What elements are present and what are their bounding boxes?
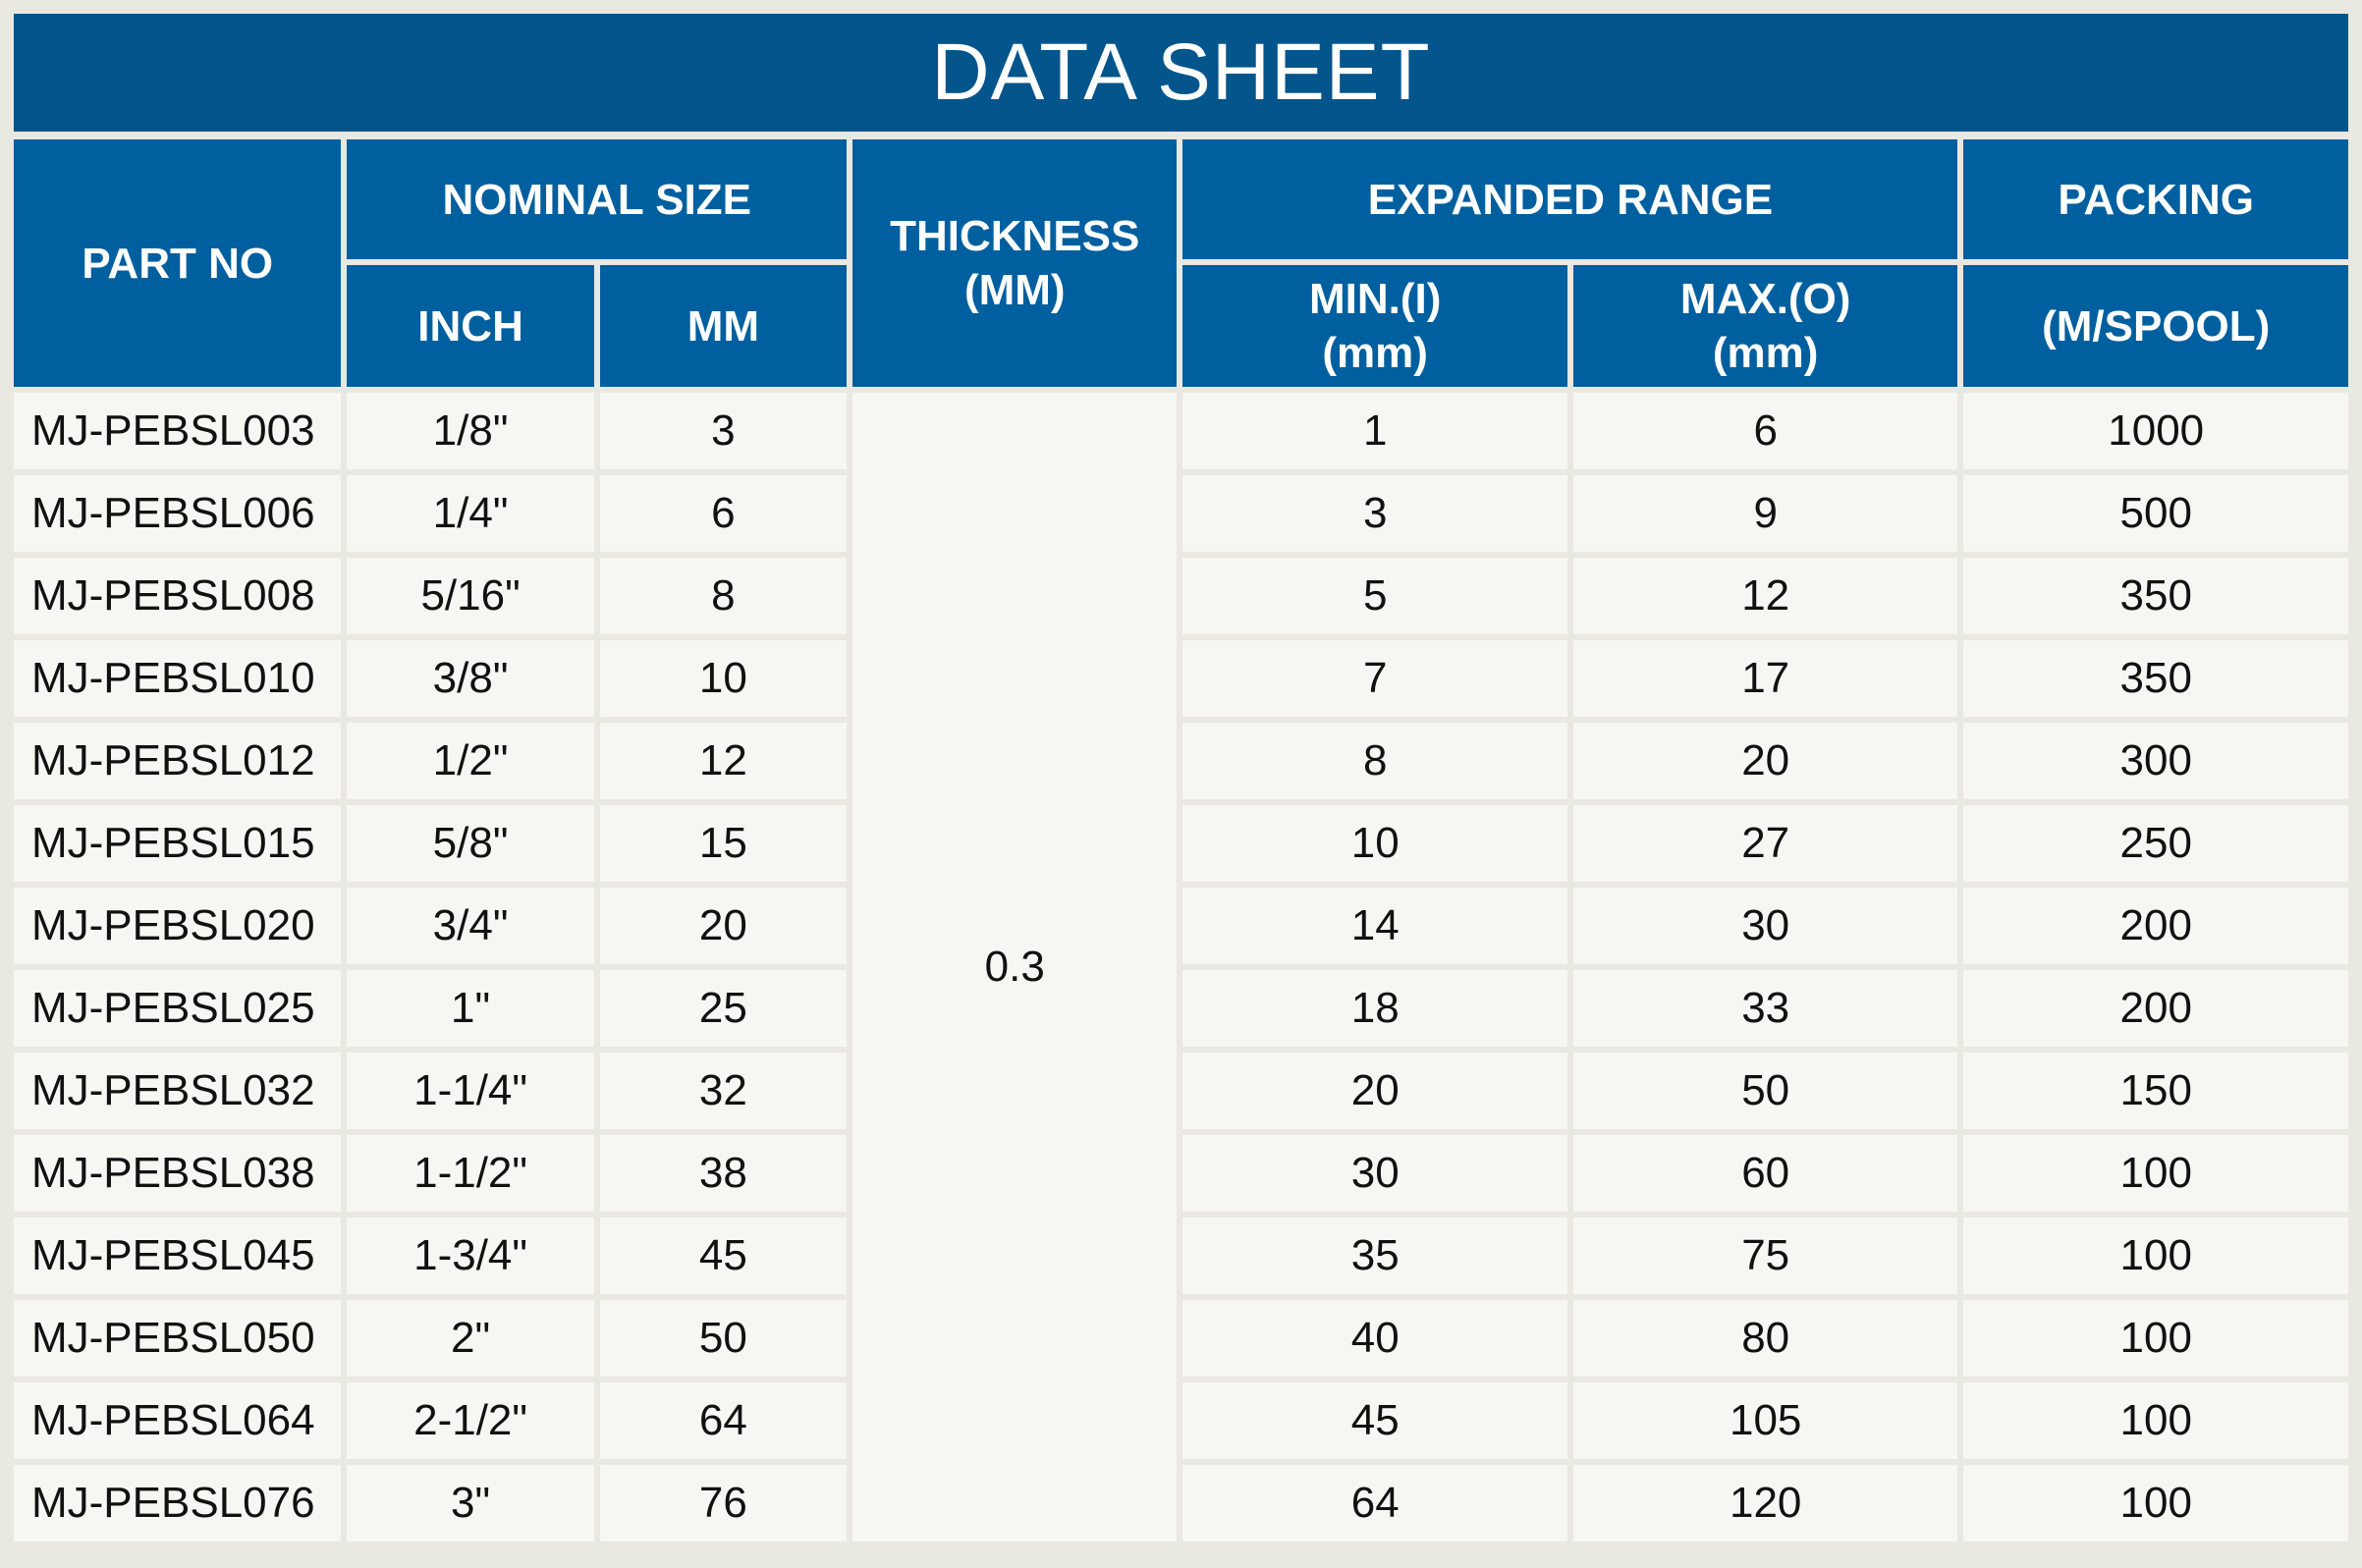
table-row <box>14 888 2348 964</box>
table-row <box>14 558 2348 634</box>
header-mm: MM <box>600 265 847 387</box>
cell-inch: 1-1/4" <box>347 1053 593 1129</box>
table-row <box>14 970 2348 1047</box>
cell-part-no: MJ-PEBSL006 <box>14 475 341 552</box>
page-title: DATA SHEET <box>14 14 2348 132</box>
cell-part-no: MJ-PEBSL003 <box>14 393 341 469</box>
cell-max: 120 <box>1573 1465 1958 1541</box>
header-max-label: MAX.(O) <box>1679 275 1851 323</box>
cell-max: 27 <box>1573 805 1958 882</box>
cell-inch: 5/8" <box>347 805 593 882</box>
cell-packing: 350 <box>1963 640 2348 717</box>
cell-min: 7 <box>1182 640 1566 717</box>
cell-inch: 1-3/4" <box>347 1217 593 1294</box>
cell-max: 30 <box>1573 888 1958 964</box>
cell-inch: 1/4" <box>347 475 593 552</box>
cell-mm: 45 <box>600 1217 847 1294</box>
cell-mm: 6 <box>600 475 847 552</box>
header-max <box>1573 265 1958 387</box>
cell-part-no: MJ-PEBSL020 <box>14 888 341 964</box>
table-row <box>14 1465 2348 1541</box>
cell-inch: 1-1/2" <box>347 1135 593 1212</box>
cell-part-no: MJ-PEBSL064 <box>14 1382 341 1459</box>
cell-part-no: MJ-PEBSL045 <box>14 1217 341 1294</box>
header-part-no: PART NO <box>14 139 341 387</box>
cell-inch: 2" <box>347 1300 593 1377</box>
header-min-label: MIN.(I) <box>1308 275 1442 323</box>
cell-part-no: MJ-PEBSL010 <box>14 640 341 717</box>
header-packing-unit: (M/SPOOL) <box>1963 265 2348 387</box>
cell-min: 14 <box>1182 888 1566 964</box>
table-row <box>14 640 2348 717</box>
cell-max: 12 <box>1573 558 1958 634</box>
cell-inch: 1" <box>347 970 593 1047</box>
cell-packing: 250 <box>1963 805 2348 882</box>
table-row <box>14 1300 2348 1377</box>
table-row <box>14 1135 2348 1212</box>
header-thickness-unit: (MM) <box>963 266 1066 314</box>
cell-thickness: 0.3 <box>852 393 1177 1541</box>
cell-part-no: MJ-PEBSL038 <box>14 1135 341 1212</box>
cell-packing: 100 <box>1963 1217 2348 1294</box>
cell-packing: 150 <box>1963 1053 2348 1129</box>
cell-inch: 5/16" <box>347 558 593 634</box>
cell-mm: 12 <box>600 723 847 799</box>
cell-max: 105 <box>1573 1382 1958 1459</box>
cell-min: 40 <box>1182 1300 1566 1377</box>
data-sheet <box>14 14 2348 1554</box>
cell-max: 20 <box>1573 723 1958 799</box>
cell-mm: 8 <box>600 558 847 634</box>
cell-min: 10 <box>1182 805 1566 882</box>
cell-part-no: MJ-PEBSL032 <box>14 1053 341 1129</box>
cell-inch: 2-1/2" <box>347 1382 593 1459</box>
header-min <box>1182 265 1566 387</box>
cell-max: 6 <box>1573 393 1958 469</box>
cell-packing: 300 <box>1963 723 2348 799</box>
cell-packing: 200 <box>1963 888 2348 964</box>
cell-part-no: MJ-PEBSL025 <box>14 970 341 1047</box>
cell-packing: 500 <box>1963 475 2348 552</box>
cell-inch: 3/8" <box>347 640 593 717</box>
cell-mm: 38 <box>600 1135 847 1212</box>
table-row <box>14 1053 2348 1129</box>
cell-min: 20 <box>1182 1053 1566 1129</box>
cell-mm: 3 <box>600 393 847 469</box>
cell-mm: 50 <box>600 1300 847 1377</box>
header-min-unit: (mm) <box>1322 329 1428 377</box>
cell-packing: 200 <box>1963 970 2348 1047</box>
header-thickness <box>852 139 1177 387</box>
header-thickness-label: THICKNESS <box>890 212 1140 260</box>
cell-part-no: MJ-PEBSL015 <box>14 805 341 882</box>
cell-min: 35 <box>1182 1217 1566 1294</box>
cell-max: 17 <box>1573 640 1958 717</box>
table-header <box>14 139 2348 387</box>
cell-max: 9 <box>1573 475 1958 552</box>
cell-inch: 1/8" <box>347 393 593 469</box>
header-nominal-size: NOMINAL SIZE <box>347 139 847 259</box>
cell-packing: 350 <box>1963 558 2348 634</box>
cell-min: 8 <box>1182 723 1566 799</box>
cell-max: 75 <box>1573 1217 1958 1294</box>
table-row <box>14 393 2348 469</box>
cell-min: 5 <box>1182 558 1566 634</box>
cell-min: 45 <box>1182 1382 1566 1459</box>
cell-inch: 3/4" <box>347 888 593 964</box>
cell-part-no: MJ-PEBSL076 <box>14 1465 341 1541</box>
header-expanded-range: EXPANDED RANGE <box>1182 139 1957 259</box>
cell-max: 80 <box>1573 1300 1958 1377</box>
cell-mm: 25 <box>600 970 847 1047</box>
cell-min: 1 <box>1182 393 1566 469</box>
cell-min: 64 <box>1182 1465 1566 1541</box>
header-max-unit: (mm) <box>1712 329 1819 377</box>
cell-mm: 20 <box>600 888 847 964</box>
table-row <box>14 723 2348 799</box>
table-row <box>14 1217 2348 1294</box>
cell-mm: 15 <box>600 805 847 882</box>
cell-packing: 1000 <box>1963 393 2348 469</box>
data-table <box>8 134 2354 1547</box>
cell-part-no: MJ-PEBSL050 <box>14 1300 341 1377</box>
cell-packing: 100 <box>1963 1382 2348 1459</box>
cell-part-no: MJ-PEBSL008 <box>14 558 341 634</box>
cell-inch: 1/2" <box>347 723 593 799</box>
cell-mm: 76 <box>600 1465 847 1541</box>
table-row <box>14 805 2348 882</box>
header-packing: PACKING <box>1963 139 2348 259</box>
cell-max: 60 <box>1573 1135 1958 1212</box>
cell-part-no: MJ-PEBSL012 <box>14 723 341 799</box>
table-row <box>14 475 2348 552</box>
cell-mm: 32 <box>600 1053 847 1129</box>
table-body <box>14 393 2348 1541</box>
cell-max: 33 <box>1573 970 1958 1047</box>
cell-packing: 100 <box>1963 1135 2348 1212</box>
header-inch: INCH <box>347 265 593 387</box>
cell-mm: 10 <box>600 640 847 717</box>
cell-packing: 100 <box>1963 1465 2348 1541</box>
cell-max: 50 <box>1573 1053 1958 1129</box>
cell-min: 3 <box>1182 475 1566 552</box>
cell-min: 18 <box>1182 970 1566 1047</box>
cell-packing: 100 <box>1963 1300 2348 1377</box>
cell-min: 30 <box>1182 1135 1566 1212</box>
cell-inch: 3" <box>347 1465 593 1541</box>
cell-mm: 64 <box>600 1382 847 1459</box>
table-row <box>14 1382 2348 1459</box>
